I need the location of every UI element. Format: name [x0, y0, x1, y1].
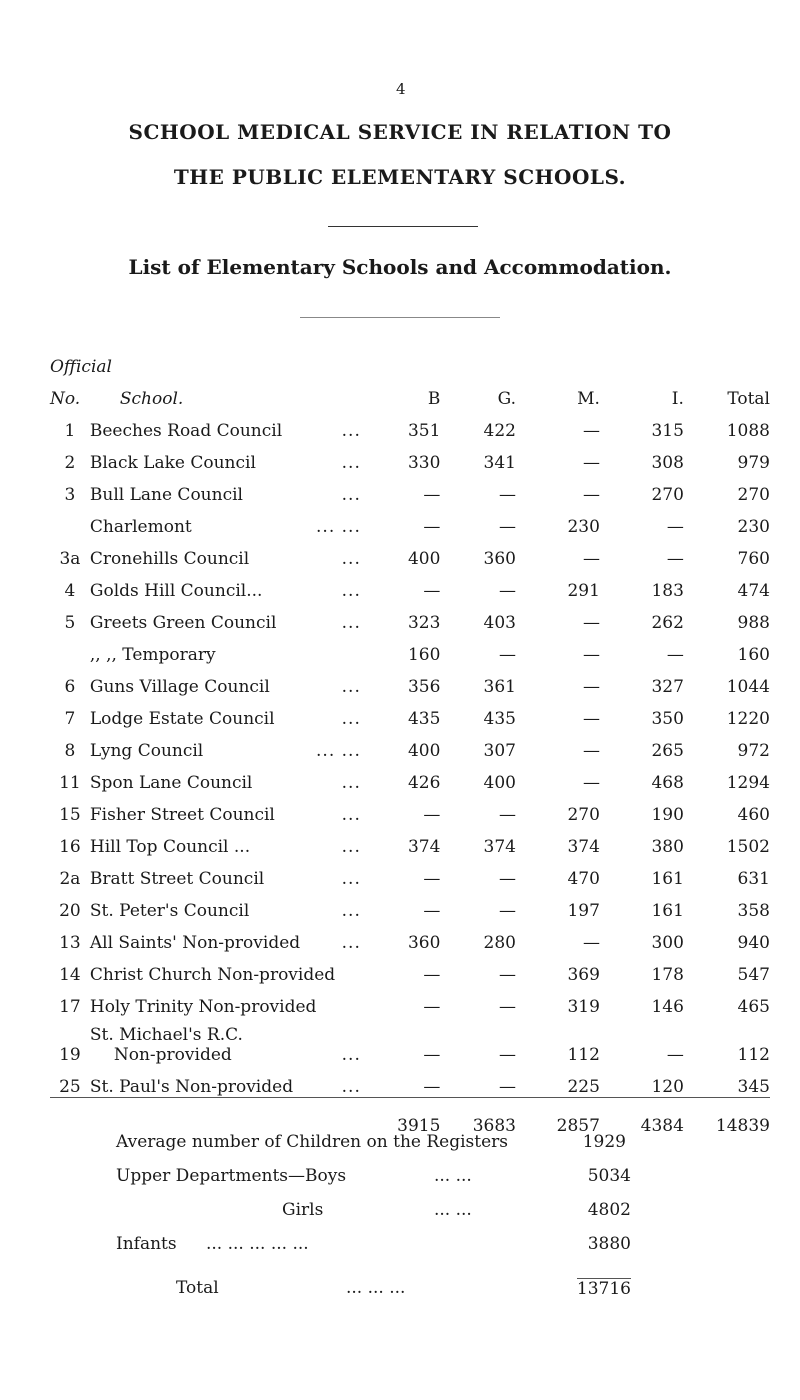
infants-value: 3880	[587, 1234, 631, 1254]
girls-value: —	[498, 581, 516, 601]
table-row	[50, 633, 770, 665]
infants-value: 183	[651, 581, 684, 601]
total-value: 760	[737, 549, 770, 569]
mixed-value: —	[582, 677, 600, 697]
boys-value: 351	[407, 421, 441, 441]
mixed-value: —	[582, 645, 600, 665]
leader-dots: ...	[341, 549, 361, 569]
girls-value: 435	[483, 709, 516, 729]
school-number: 14	[59, 965, 81, 985]
boys-value: 400	[407, 549, 441, 569]
leader-dots: ...	[341, 901, 361, 921]
table-subtitle: List of Elementary Schools and Accommodation.	[128, 255, 672, 279]
infants-value: 315	[651, 421, 684, 441]
school-name-text: Beeches Road Council	[89, 421, 283, 441]
sum-label: Total	[176, 1278, 219, 1298]
mixed-value: 230	[567, 517, 600, 537]
header-infants: I.	[671, 389, 684, 409]
header-boys: B	[427, 389, 441, 409]
mixed-value: 270	[567, 805, 600, 825]
school-name	[90, 409, 365, 441]
school-name-text: Bull Lane Council	[89, 485, 243, 505]
school-name	[90, 889, 365, 921]
total-all: 14839	[684, 1098, 770, 1137]
header-total: Total	[727, 389, 770, 409]
leader-dots: ...	[341, 421, 361, 441]
school-name-text: St. Peter's Council	[89, 901, 250, 921]
leader-dots: ...	[341, 613, 361, 633]
school-name-text: St. Michael's R.C.	[89, 1025, 243, 1045]
header-mixed: M.	[577, 389, 600, 409]
school-number: 25	[59, 1077, 81, 1097]
total-value: 547	[737, 965, 770, 985]
total-value: 270	[737, 485, 770, 505]
school-number	[50, 505, 90, 537]
leader-dots: ...	[341, 869, 361, 889]
schools-table	[50, 345, 770, 1136]
leader-dots: ...	[341, 773, 361, 793]
school-name-text: Greets Green Council	[89, 613, 277, 633]
leader-dots: ...	[341, 581, 361, 601]
table-row	[50, 825, 770, 857]
leader-dots: ... ...	[316, 741, 361, 761]
school-number: 2	[64, 453, 76, 473]
school-name-text: Black Lake Council	[89, 453, 256, 473]
mixed-value: 470	[567, 869, 600, 889]
total-value: 988	[737, 613, 770, 633]
school-name-text: Christ Church Non-provided	[89, 965, 336, 985]
boys-value: —	[423, 485, 441, 505]
school-number: 15	[59, 805, 81, 825]
boys-dots: ... ...	[434, 1166, 472, 1186]
infants-value: 265	[651, 741, 684, 761]
school-number: 16	[59, 837, 81, 857]
school-number: 20	[59, 901, 81, 921]
school-name-text: All Saints' Non-provided	[89, 933, 301, 953]
school-name	[90, 473, 365, 505]
table-row	[50, 537, 770, 569]
boys-value: 360	[407, 933, 441, 953]
mixed-value: —	[582, 773, 600, 793]
leader-dots: ...	[341, 709, 361, 729]
mixed-value: —	[582, 933, 600, 953]
mixed-value: —	[582, 485, 600, 505]
school-name	[90, 1017, 365, 1065]
school-name	[90, 505, 365, 537]
infants-value: 300	[651, 933, 684, 953]
school-name-text: Cronehills Council	[89, 549, 250, 569]
school-number: 5	[64, 613, 76, 633]
school-name-text: Guns Village Council	[89, 677, 270, 697]
mixed-value: 369	[567, 965, 600, 985]
school-number: 2a	[59, 869, 81, 889]
table-row	[50, 1065, 770, 1098]
total-value: 1294	[726, 773, 770, 793]
document-title-line1: SCHOOL MEDICAL SERVICE IN RELATION TO	[128, 120, 672, 144]
girls-value: 400	[483, 773, 516, 793]
girls-value: 307	[483, 741, 516, 761]
mixed-value: —	[582, 549, 600, 569]
infants-value: 270	[651, 485, 684, 505]
infants-value: 161	[651, 869, 684, 889]
total-value: 112	[737, 1045, 770, 1065]
infants-value: 380	[651, 837, 684, 857]
header-girls: G.	[497, 389, 516, 409]
leader-dots: ...	[341, 933, 361, 953]
table-row	[50, 473, 770, 505]
leader-dots: ...	[341, 677, 361, 697]
boys-value: 374	[407, 837, 441, 857]
infants-value: 190	[651, 805, 684, 825]
leader-dots: ...	[341, 485, 361, 505]
total-value: 1502	[726, 837, 770, 857]
table-row	[50, 1017, 770, 1065]
infants-value: —	[666, 1045, 684, 1065]
mixed-value: 225	[567, 1077, 600, 1097]
infants-value: 327	[651, 677, 684, 697]
mixed-value: —	[582, 421, 600, 441]
school-name-text: Lyng Council	[89, 741, 204, 761]
mixed-value: —	[582, 741, 600, 761]
school-name	[90, 697, 365, 729]
school-number: 3a	[59, 549, 81, 569]
school-name-text: Holy Trinity Non-provided	[89, 997, 317, 1017]
table-row	[50, 857, 770, 889]
girls-value: —	[498, 485, 516, 505]
girls-value: 4802	[587, 1200, 631, 1220]
school-number: 4	[64, 581, 76, 601]
infants-value: 178	[651, 965, 684, 985]
school-name	[90, 537, 365, 569]
table-row	[50, 793, 770, 825]
school-number: 8	[64, 741, 76, 761]
boys-value: —	[423, 869, 441, 889]
school-name-text: St. Paul's Non-provided	[89, 1077, 294, 1097]
school-number: 17	[59, 997, 81, 1017]
subtitle-divider	[300, 317, 500, 318]
boys-value: —	[423, 581, 441, 601]
infants-value: 262	[651, 613, 684, 633]
average-year: 1929	[582, 1132, 626, 1152]
infants-value: 161	[651, 901, 684, 921]
school-number: 1	[64, 421, 76, 441]
girls-value: 403	[483, 613, 516, 633]
mixed-value: —	[582, 613, 600, 633]
girls-value: 374	[483, 837, 516, 857]
mixed-value: 319	[567, 997, 600, 1017]
total-value: 230	[737, 517, 770, 537]
girls-value: —	[498, 869, 516, 889]
total-infants: 4384	[600, 1098, 684, 1137]
average-label: Average number of Children on the Registers	[116, 1132, 509, 1152]
boys-value: 323	[407, 613, 441, 633]
boys-value: —	[423, 965, 441, 985]
school-name-text: Golds Hill Council...	[89, 581, 263, 601]
girls-value: —	[498, 1045, 516, 1065]
total-mixed: 2857	[516, 1098, 600, 1137]
boys-value: —	[423, 517, 441, 537]
girls-value: 280	[483, 933, 516, 953]
girls-value: —	[498, 517, 516, 537]
infants-dots: ... ... ... ... ...	[206, 1234, 309, 1254]
sum-dots: ... ... ...	[346, 1278, 406, 1298]
girls-value: 360	[483, 549, 516, 569]
school-number: 19	[59, 1045, 81, 1065]
total-value: 1044	[726, 677, 770, 697]
table-row	[50, 697, 770, 729]
school-name-text: Spon Lane Council	[89, 773, 253, 793]
total-value: 979	[737, 453, 770, 473]
school-name	[90, 1065, 365, 1098]
school-name	[90, 857, 365, 889]
school-name	[90, 441, 365, 473]
total-value: 465	[737, 997, 770, 1017]
leader-dots: ... ...	[316, 517, 361, 537]
boys-value: 400	[407, 741, 441, 761]
document-title-line2: THE PUBLIC ELEMENTARY SCHOOLS.	[173, 165, 627, 189]
school-name	[90, 825, 365, 857]
mixed-value: 291	[567, 581, 600, 601]
table-row	[50, 761, 770, 793]
school-number: 7	[64, 709, 76, 729]
table-row	[50, 569, 770, 601]
infants-value: —	[666, 549, 684, 569]
school-number: 11	[59, 773, 81, 793]
leader-dots: ...	[341, 837, 361, 857]
boys-value: —	[423, 901, 441, 921]
mixed-value: 374	[567, 837, 600, 857]
table-row	[50, 729, 770, 761]
school-name-text: Fisher Street Council	[89, 805, 275, 825]
total-value: 1088	[726, 421, 770, 441]
boys-value: 426	[407, 773, 441, 793]
boys-value: —	[423, 1077, 441, 1097]
school-name	[90, 601, 365, 633]
leader-dots: ...	[341, 805, 361, 825]
infants-value: —	[666, 517, 684, 537]
boys-value: 356	[407, 677, 441, 697]
school-name	[90, 921, 365, 953]
boys-value: 5034	[587, 1166, 631, 1186]
boys-value: —	[423, 1045, 441, 1065]
infants-value: 120	[651, 1077, 684, 1097]
school-name-text: Charlemont	[89, 517, 192, 537]
boys-value: —	[423, 805, 441, 825]
title-divider	[328, 226, 478, 227]
total-value: 1220	[726, 709, 770, 729]
girls-value: —	[498, 805, 516, 825]
girls-value: 341	[483, 453, 516, 473]
total-boys: 3915	[365, 1098, 441, 1137]
sum-value: 13716	[576, 1279, 631, 1299]
table-row	[50, 889, 770, 921]
table-row	[50, 441, 770, 473]
school-name	[90, 633, 365, 665]
school-name	[90, 665, 365, 697]
boys-value: —	[423, 997, 441, 1017]
total-girls: 3683	[440, 1098, 516, 1137]
total-value: 358	[737, 901, 770, 921]
total-value: 160	[737, 645, 770, 665]
total-value: 972	[737, 741, 770, 761]
infants-value: 308	[651, 453, 684, 473]
mixed-value: 112	[567, 1045, 600, 1065]
boys-value: 330	[407, 453, 441, 473]
infants-value: 350	[651, 709, 684, 729]
infants-value: 146	[651, 997, 684, 1017]
mixed-value: —	[582, 709, 600, 729]
girls-value: 361	[483, 677, 516, 697]
leader-dots: ...	[341, 1045, 361, 1065]
girls-value: —	[498, 965, 516, 985]
school-number: 3	[64, 485, 76, 505]
school-number: 13	[59, 933, 81, 953]
total-value: 474	[737, 581, 770, 601]
table-row	[50, 505, 770, 537]
header-official: Official	[50, 357, 112, 377]
table-row	[50, 921, 770, 953]
infants-label: Infants	[116, 1234, 177, 1254]
school-name-text: Bratt Street Council	[89, 869, 265, 889]
mixed-value: 197	[567, 901, 600, 921]
total-value: 460	[737, 805, 770, 825]
school-name-text: Lodge Estate Council	[89, 709, 275, 729]
school-name	[90, 793, 365, 825]
school-name-continued: Non-provided	[113, 1045, 232, 1065]
school-name	[90, 729, 365, 761]
table-row	[50, 409, 770, 441]
girls-dots: ... ...	[434, 1200, 472, 1220]
total-value: 345	[737, 1077, 770, 1097]
girls-value: —	[498, 901, 516, 921]
table-row	[50, 601, 770, 633]
girls-label: Girls	[282, 1200, 324, 1220]
school-name	[90, 569, 365, 601]
infants-value: —	[666, 645, 684, 665]
average-registers-section	[116, 1132, 716, 1312]
table-row	[50, 953, 770, 985]
boys-value: 435	[407, 709, 441, 729]
table-row	[50, 665, 770, 697]
school-name-text: ,, ,, Temporary	[89, 645, 216, 665]
table-row	[50, 985, 770, 1017]
leader-dots: ...	[341, 453, 361, 473]
school-name	[90, 985, 365, 1017]
school-number: 6	[64, 677, 76, 697]
school-name	[90, 953, 365, 985]
girls-value: 422	[483, 421, 516, 441]
boys-value: 160	[407, 645, 441, 665]
mixed-value: —	[582, 453, 600, 473]
school-name-text: Hill Top Council ...	[89, 837, 251, 857]
page-number: 4	[396, 80, 406, 98]
school-name	[90, 761, 365, 793]
header-school: School.	[119, 389, 184, 409]
leader-dots: ...	[341, 1077, 361, 1097]
girls-value: —	[498, 1077, 516, 1097]
infants-value: 468	[651, 773, 684, 793]
upper-boys-label: Upper Departments—Boys	[116, 1166, 347, 1186]
totals-row	[50, 1098, 770, 1137]
total-value: 940	[737, 933, 770, 953]
header-no: No.	[50, 389, 81, 409]
girls-value: —	[498, 997, 516, 1017]
girls-value: —	[498, 645, 516, 665]
total-value: 631	[737, 869, 770, 889]
school-number	[50, 633, 90, 665]
